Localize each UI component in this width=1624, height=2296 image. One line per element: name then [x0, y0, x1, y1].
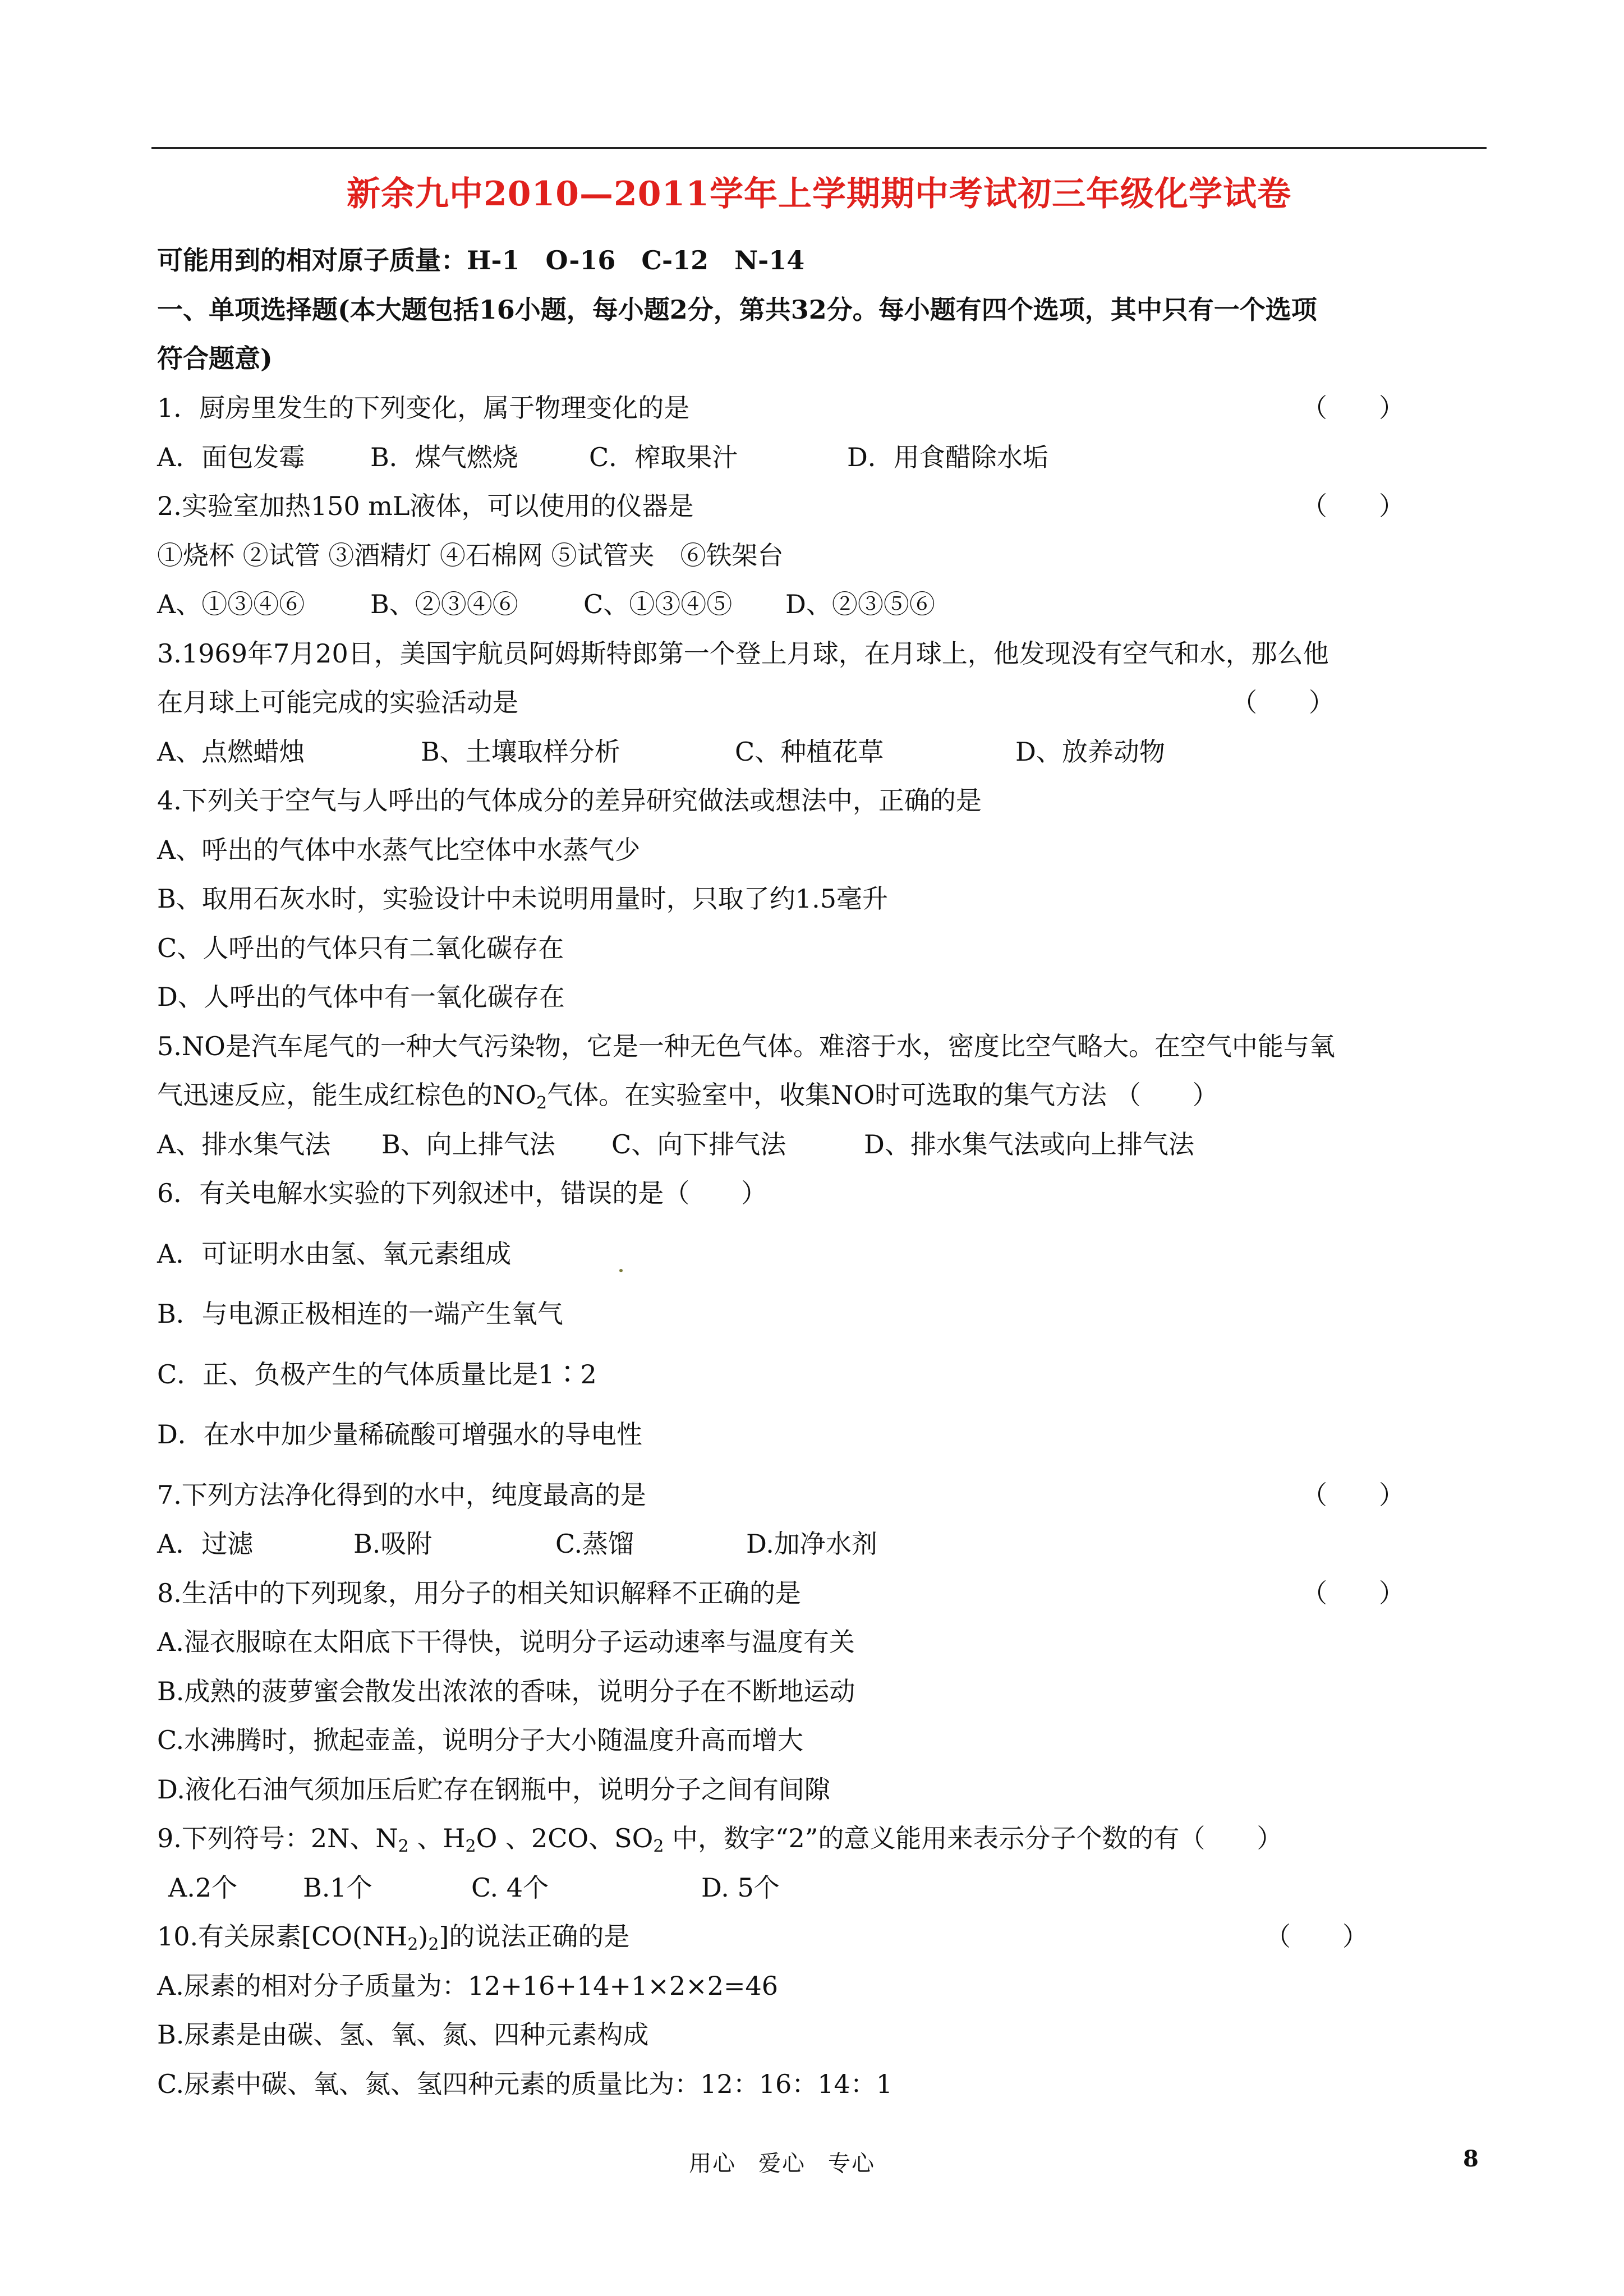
- q10-stem: [157, 1920, 629, 1962]
- q9-option-d: D. 5个: [701, 1872, 780, 1903]
- q2-items: ①烧杯 ②试管 ③酒精灯 ④石棉网 ⑤试管夹 ⑥铁架台: [157, 540, 784, 570]
- q9-subscript-1: 2: [398, 1837, 409, 1856]
- q5-stem-part1: 气迅速反应，能生成红棕色的NO: [157, 1080, 536, 1110]
- q8-option-a: A.湿衣服晾在太阳底下干得快，说明分子运动速率与温度有关: [157, 1627, 855, 1657]
- q5-stem-line2: [157, 1078, 1218, 1120]
- q6-option-d: D．在水中加少量稀硫酸可增强水的导电性: [157, 1419, 642, 1450]
- q3-option-d: D、放养动物: [1015, 737, 1165, 767]
- q3-stem-line2: 在月球上可能完成的实验活动是: [157, 687, 518, 717]
- q10-stem-part1: 10.有关尿素[CO(NH: [157, 1921, 408, 1952]
- q5-options: [157, 1128, 1194, 1161]
- q3-stem-line1: 3.1969年7月20日，美国宇航员阿姆斯特郎第一个登上月球，在月球上，他发现没有空气和水，那么他: [157, 638, 1329, 669]
- q2-option-b: B、②③④⑥: [370, 589, 518, 619]
- q4-option-d: D、人呼出的气体中有一氧化碳存在: [157, 982, 565, 1012]
- q5-option-a: A、排水集气法: [157, 1129, 331, 1159]
- q5-option-d: D、排水集气法或向上排气法: [864, 1129, 1194, 1159]
- q7-options: [157, 1527, 877, 1561]
- q9-stem: [157, 1821, 1282, 1864]
- q9-option-a: A.2个: [168, 1872, 238, 1903]
- q7-option-b: B.吸附: [353, 1529, 433, 1559]
- q3-answer-paren: （ ）: [1231, 687, 1335, 717]
- q1-options: [157, 440, 1048, 474]
- q6-option-b: B．与电源正极相连的一端产生氧气: [157, 1299, 563, 1329]
- q1-answer-paren: （ ）: [1301, 393, 1405, 423]
- q4-stem: 4.下列关于空气与人呼出的气体成分的差异研究做法或想法中，正确的是: [157, 785, 982, 816]
- q4-option-b: B、取用石灰水时，实验设计中未说明用量时，只取了约1.5毫升: [157, 884, 888, 914]
- q10-stem-part2: ): [418, 1921, 429, 1952]
- section-heading-line2: 符合题意): [157, 343, 273, 374]
- q5-stem-part2: 气体。在实验室中，收集NO时可选取的集气方法 （ ）: [547, 1080, 1218, 1110]
- page-title: 新余九中2010—2011学年上学期期中考试初三年级化学试卷: [347, 174, 1291, 214]
- q1-option-c: C．榨取果汁: [589, 442, 738, 472]
- q7-answer-paren: （ ）: [1301, 1480, 1405, 1510]
- q9-subscript-3: 2: [653, 1837, 664, 1856]
- header-rule: [151, 147, 1487, 149]
- q9-option-c: C. 4个: [471, 1872, 549, 1903]
- q7-option-d: D.加净水剂: [746, 1529, 877, 1559]
- q6-option-a: A．可证明水由氢、氧元素组成: [157, 1239, 512, 1269]
- q9-stem-part3: O 、2CO、SO: [476, 1823, 654, 1853]
- q10-subscript-1: 2: [407, 1935, 418, 1954]
- q9-option-b: B.1个: [303, 1872, 372, 1903]
- q1-option-a: A．面包发霉: [157, 442, 305, 472]
- q9-stem-part2: 、H: [408, 1823, 466, 1853]
- q1-stem: 1．厨房里发生的下列变化，属于物理变化的是: [157, 393, 690, 423]
- q2-stem: 2.实验室加热150 mL液体，可以使用的仪器是: [157, 491, 694, 521]
- page-number: 8: [1463, 2146, 1479, 2172]
- q8-answer-paren: （ ）: [1301, 1578, 1405, 1608]
- q1-option-b: B．煤气燃烧: [370, 442, 518, 472]
- q5-stem-line1: 5.NO是汽车尾气的一种大气污染物，它是一种无色气体。难溶于水，密度比空气略大。在空气中能与氧: [157, 1031, 1335, 1061]
- q5-subscript: 2: [536, 1093, 548, 1113]
- q1-option-d: D．用食醋除水垢: [847, 442, 1048, 472]
- q10-answer-paren: （ ）: [1265, 1921, 1368, 1952]
- q4-option-c: C、人呼出的气体只有二氧化碳存在: [157, 933, 564, 963]
- q3-options: [157, 735, 1165, 769]
- q10-option-a: A.尿素的相对分子质量为：12+16+14+1×2×2=46: [157, 1971, 779, 2001]
- q5-option-c: C、向下排气法: [611, 1129, 786, 1159]
- footer-word-3: 专心: [828, 2151, 875, 2177]
- q7-option-a: A．过滤: [157, 1529, 254, 1559]
- q3-option-a: A、点燃蜡烛: [157, 737, 305, 767]
- q6-stem: 6．有关电解水实验的下列叙述中，错误的是（ ）: [157, 1178, 767, 1208]
- atomic-masses: 可能用到的相对原子质量：H-1 O-16 C-12 N-14: [157, 245, 805, 275]
- q10-option-b: B.尿素是由碳、氢、氧、氮、四种元素构成: [157, 2019, 649, 2050]
- q3-option-c: C、种植花草: [735, 737, 884, 767]
- q8-stem: 8.生活中的下列现象，用分子的相关知识解释不正确的是: [157, 1578, 801, 1608]
- q2-answer-paren: （ ）: [1301, 491, 1405, 521]
- q10-subscript-2: 2: [428, 1935, 439, 1954]
- section-heading-line1: 一、单项选择题(本大题包括16小题，每小题2分，第共32分。每小题有四个选项，其中只有一个选项: [157, 295, 1317, 325]
- q2-option-d: D、②③⑤⑥: [785, 589, 935, 619]
- q8-option-d: D.液化石油气须加压后贮存在钢瓶中，说明分子之间有间隙: [157, 1774, 830, 1805]
- q2-options: [157, 587, 935, 621]
- q7-option-c: C.蒸馏: [555, 1529, 634, 1559]
- q2-option-c: C、①③④⑤: [583, 589, 733, 619]
- footer-word-2: 爱心: [758, 2151, 806, 2177]
- footer-word-1: 用心: [689, 2151, 736, 2177]
- q9-stem-part4: 中，数字“2”的意义能用来表示分子个数的有（ ）: [664, 1823, 1283, 1853]
- q9-stem-part1: 9.下列符号：2N、N: [157, 1823, 398, 1853]
- q3-option-b: B、土壤取样分析: [421, 737, 620, 767]
- q6-option-c: C．正、负极产生的气体质量比是1∶2: [157, 1359, 597, 1389]
- q10-option-c: C.尿素中碳、氧、氮、氢四种元素的质量比为：12：16：14：1: [157, 2069, 893, 2099]
- q4-option-a: A、呼出的气体中水蒸气比空体中水蒸气少: [157, 835, 641, 865]
- q7-stem: 7.下列方法净化得到的水中，纯度最高的是: [157, 1480, 646, 1510]
- q9-options: [168, 1871, 780, 1904]
- q8-option-c: C.水沸腾时，掀起壶盖，说明分子大小随温度升高而增大: [157, 1725, 804, 1755]
- q2-option-a: A、①③④⑥: [157, 589, 305, 619]
- q10-stem-part3: ]的说法正确的是: [439, 1921, 630, 1952]
- footer-motto: [689, 2146, 898, 2178]
- q8-option-b: B.成熟的菠萝蜜会散发出浓浓的香味，说明分子在不断地运动: [157, 1676, 855, 1706]
- q9-subscript-2: 2: [465, 1837, 476, 1856]
- q5-option-b: B、向上排气法: [381, 1129, 555, 1159]
- ink-speck: [619, 1269, 623, 1272]
